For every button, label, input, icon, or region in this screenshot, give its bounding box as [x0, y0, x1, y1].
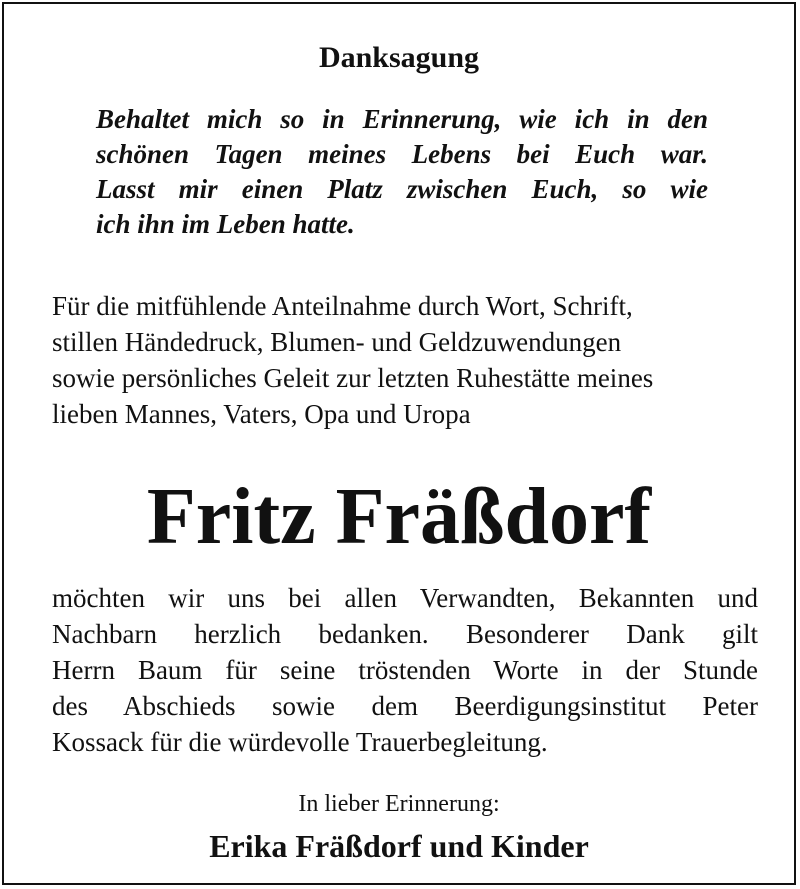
quote-line: ich ihn im Leben hatte.: [96, 209, 355, 239]
thanks-line: Nachbarn herzlich bedanken. Besonderer Dank gilt: [52, 619, 758, 649]
closing-phrase: In lieber Erinnerung:: [298, 791, 500, 817]
thanks-line: Kossack für die würdevolle Trauerbegleitung.: [52, 727, 548, 757]
memorial-quote: [96, 102, 708, 242]
quote-line: Behaltet mich so in Erinnerung, wie ich in den: [96, 104, 708, 134]
quote-line: schönen Tagen meines Lebens bei Euch war.: [96, 139, 708, 169]
intro-line: Für die mitfühlende Anteilnahme durch Wort, Schrift,: [52, 291, 633, 321]
notice-title: Danksagung: [318, 41, 480, 74]
thanks-line: des Abschieds sowie dem Beerdigungsinstitut Peter: [52, 691, 758, 721]
intro-line: sowie persönliches Geleit zur letzten Ruhestätte meines: [52, 363, 654, 393]
intro-line: lieben Mannes, Vaters, Opa und Uropa: [52, 399, 471, 429]
signature: Erika Fräßdorf und Kinder: [209, 828, 589, 864]
intro-line: stillen Händedruck, Blumen- und Geldzuwendungen: [52, 327, 622, 357]
notice-frame: [2, 2, 796, 885]
deceased-name: Fritz Fräßdorf: [146, 473, 652, 561]
intro-paragraph: [52, 288, 772, 432]
thanks-line: Herrn Baum für seine tröstenden Worte in der Stunde: [52, 655, 758, 685]
thanks-line: möchten wir uns bei allen Verwandten, Bekannten und: [52, 583, 758, 613]
quote-line: Lasst mir einen Platz zwischen Euch, so wie: [96, 174, 708, 204]
thanks-paragraph: [52, 580, 758, 760]
